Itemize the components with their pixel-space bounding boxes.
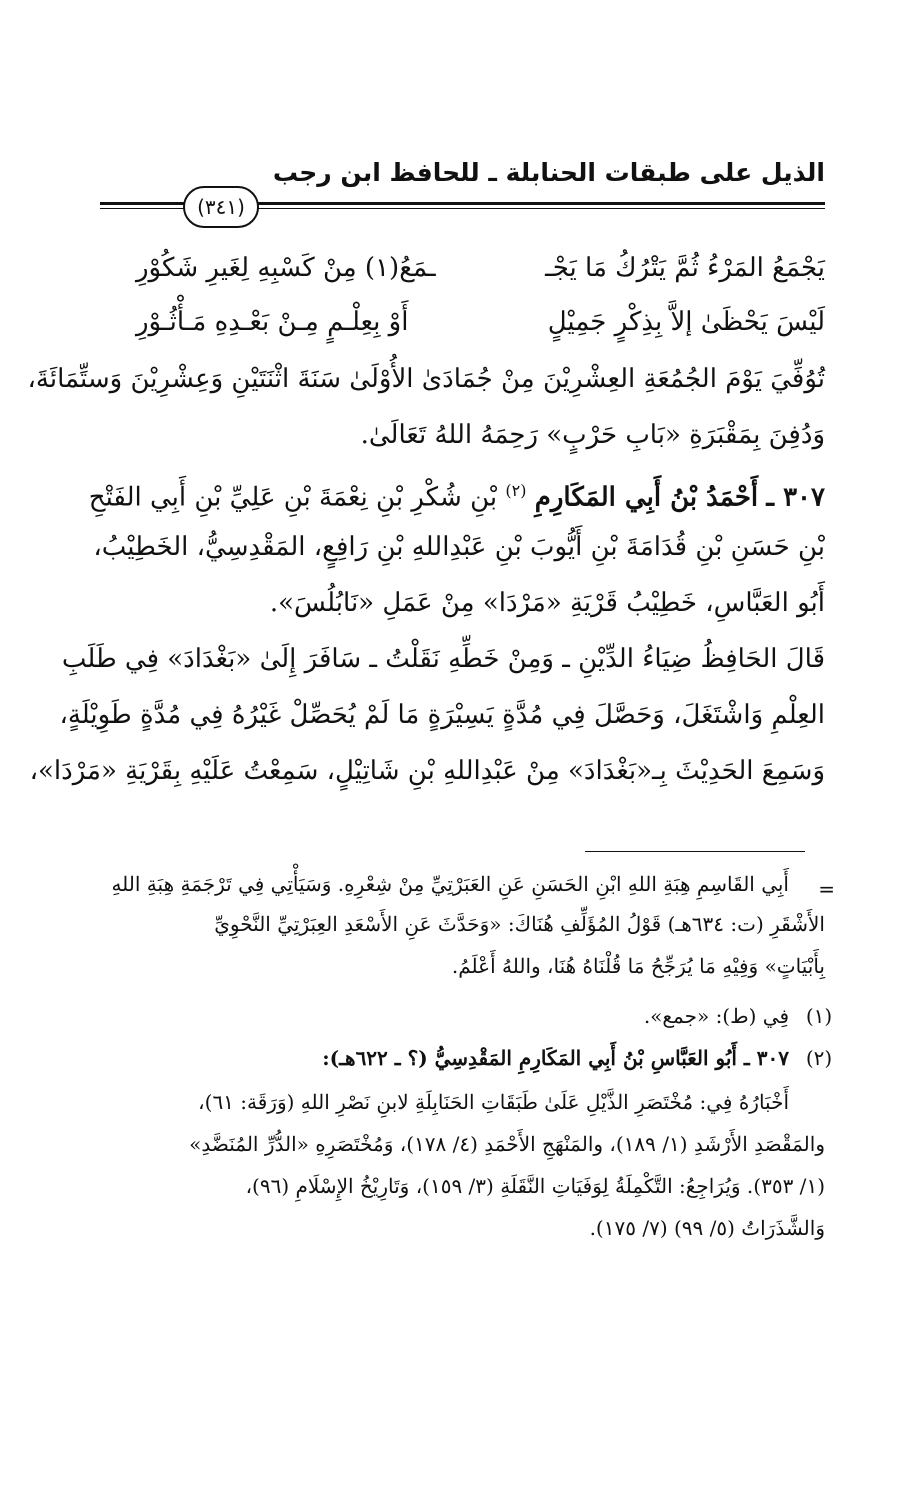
verse-second-hemistich: أَوْ بِعِلْـمٍ مِـنْ بَعْـدِهِ مَـأْثُـوْرِ (136, 307, 409, 337)
footnote-line: وَالشَّذَرَاتُ (٥/ ٩٩) (٧/ ١٧٥). (589, 1216, 825, 1240)
body-text-line: العِلْمِ وَاشْتَغَلَ، وَحَصَّلَ فِي مُدَّةٍ يَسِيْرَةٍ مَا لَمْ يُحَصِّلْ غَيْرُهُ فِي مُدَّةٍ طَوِيْلَةٍ، (59, 700, 825, 730)
footnote-heading: ٣٠٧ ـ أَبُو العَبَّاسِ بْنُ أَبِي المَكَارِمِ المَقْدِسِيُّ (؟ ـ ٦٢٢هـ): (322, 1046, 789, 1070)
footnote-line: أَخْبَارُهُ فِي: مُخْتَصَرِ الذَّيْلِ عَلَىٰ طَبَقَاتِ الحَنَابِلَةِ لابنِ نَصْرِ اللهِ (وَرَقَة: ٦١)، (198, 1090, 789, 1114)
footnote-line: بِأَبْيَاتٍ» وَفِيْهِ مَا يُرَجِّحُ مَا قُلْنَاهُ هُنَا، واللهُ أَعْلَمُ. (451, 954, 825, 978)
body-text-line: بْنِ حَسَنِ بْنِ قُدَامَةَ بْنِ أَيُّوبَ بْنِ عَبْدِاللهِ بْنِ رَافِعٍ، المَقْدِسِيُّ، الخَطِيْبُ، (93, 532, 825, 562)
entry-heading-line (88, 470, 825, 513)
body-text-line: تُوُفِّيَ يَوْمَ الجُمُعَةِ العِشْرِيْنَ مِنْ جُمَادَىٰ الأُوْلَىٰ سَنَةَ اثْنَتَيْنِ وَعِشْرِيْنَ وَستِّمَائَةَ، (27, 364, 825, 394)
body-text-line: وَسَمِعَ الحَدِيْثَ بِـ«بَغْدَادَ» مِنْ عَبْدِاللهِ بْنِ شَاتِيْلٍ، سَمِعْتُ عَلَيْهِ بِقَرْيَةِ «مَرْدَا»، (29, 756, 825, 786)
body-text-line: قَالَ الحَافِظُ ضِيَاءُ الدِّيْنِ ـ وَمِنْ خَطِّهِ نَقَلْتُ ـ سَافَرَ إِلَىٰ «بَغْدَادَ» فِي طَلَبِ (61, 644, 825, 674)
poem-verse (96, 248, 825, 288)
footnote-separator (585, 851, 805, 852)
footnote-text: فِي (ط): «جمع». (643, 1004, 789, 1028)
footnote-continuation-mark: = (818, 877, 835, 901)
body-text-line: أَبُو العَبَّاسِ، خَطِيْبُ قَرْيَةِ «مَرْدَا» مِنْ عَمَلِ «نَابُلُسَ». (269, 588, 825, 618)
running-header-title: الذيل على طبقات الحنابلة ـ للحافظ ابن رجب (272, 158, 825, 187)
page-number: (٣٤١) (183, 186, 259, 228)
footnote-marker: (٢) (805, 1046, 833, 1070)
verse-second-hemistich: ـمَعُ(١) مِنْ كَسْبِهِ لِغَيرِ شَكُوْرِ (136, 253, 436, 283)
body-text-line: وَدُفِنَ بِمَقْبَرَةِ «بَابِ حَرْبٍ» رَحِمَهُ اللهُ تَعَالَىٰ. (360, 420, 825, 450)
footnote-line: أَبِي القَاسِمِ هِبَةِ اللهِ ابْنِ الحَسَنِ عَنِ العَبَرْتِيِّ مِنْ شِعْرِهِ. وَسَيَأْتِي فِي تَرْجَمَةِ هِبَةِ اللهِ (111, 872, 789, 896)
footnote-line: والمَقْصَدِ الأَرْشَدِ (١/ ١٨٩)، والمَنْهَجِ الأَحْمَدِ (٤/ ١٧٨)، وَمُخْتَصَرِهِ «الدُّرِّ المُنَضَّدِ» (189, 1132, 825, 1156)
entry-lineage: بْنِ شُكْرِ بْنِ نِعْمَةَ بْنِ عَلِيِّ بْنِ أَبِي الفَتْحِ (88, 482, 498, 513)
footnote-reference: (٢) (505, 481, 527, 500)
verse-first-hemistich: لَيْسَ يَحْظَىٰ إلاَّ بِذِكْرٍ جَمِيْلٍ (547, 307, 825, 337)
entry-name: أَحْمَدُ بْنُ أَبِي المَكَارِمِ (534, 482, 759, 513)
entry-number: ٣٠٧ ـ (766, 482, 825, 513)
verse-first-hemistich: يَجْمَعُ المَرْءُ ثُمَّ يَتْرُكُ مَا يَجْـ (545, 253, 825, 283)
footnote-marker: (١) (805, 1004, 833, 1028)
poem-verse (96, 302, 825, 342)
footnote-line: الأَشْقَرِ (ت: ٦٣٤هـ) قَوْلُ المُؤَلِّفِ هُنَاكَ: «وَحَدَّثَ عَنِ الأَسْعَدِ العِبَرْتِيِّ النَّحْوِيِّ (214, 912, 825, 936)
footnote-line: (١/ ٣٥٣). وَيُرَاجِعُ: التَّكْمِلَةُ لِوَفَيَاتِ النَّقَلَةِ (٣/ ١٥٩)، وَتَارِيْخُ الإِسْلَامِ (٩٦)، (245, 1174, 825, 1198)
